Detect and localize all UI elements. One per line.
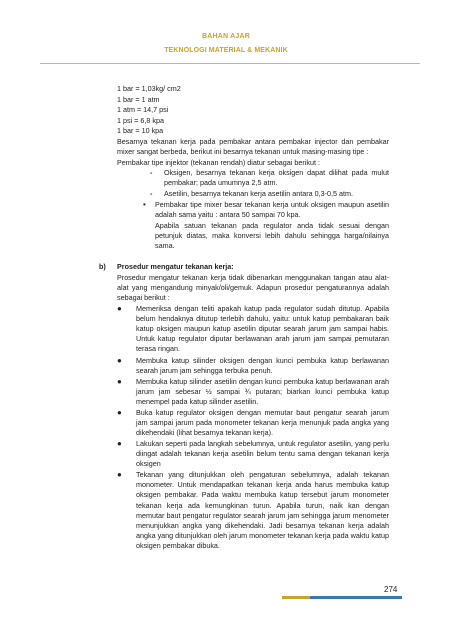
- procedure-step: Membuka katup silinder oksigen dengan kunci pembuka katup berlawanan searah jarum jam sehingga terbuka penuh.: [136, 355, 389, 375]
- intro-paragraph: Besarnya tekanan kerja pada pembakar antara pembakar injector dan pembakar mixer sangat berbeda, berikut ini besarnya tekanan untuk masing-masing tipe :: [117, 136, 389, 156]
- dash-bullet: -: [150, 189, 153, 198]
- footer-bar-gold: [282, 596, 310, 599]
- section-b-title: Prosedur mengatur tekanan kerja:: [117, 262, 234, 271]
- conversion-line: 1 bar = 10 kpa: [117, 126, 164, 135]
- footer-bar: [282, 596, 402, 599]
- mixer-item: Pembakar tipe mixer besar tekanan kerja untuk oksigen maupun asetilin adalah sama yaitu : antara 50 sampai 70 kpa.: [155, 199, 389, 219]
- bullet-icon: ●: [117, 470, 122, 479]
- section-b-intro: Prosedur mengatur tekanan kerja tidak dibenarkan menggunakan tangan atau alat-alat yang mengandung minyak/oli/gemuk. Adapun prosedur pengaturannya adalah sebagai berikut :: [117, 272, 389, 302]
- header-title: BAHAN AJAR: [201, 33, 251, 40]
- injector-item-asetilin: Asetilin, besarnya tekanan kerja asetilin antara 0,3-0,5 atm.: [164, 189, 353, 198]
- injector-heading: Pembakar tipe injektor (tekanan rendah) diatur sebagai berikut :: [117, 157, 320, 167]
- bullet-icon: ●: [117, 439, 122, 448]
- procedure-step: Tekanan yang ditunjukkan oleh pengaturan sebelumnya, adalah tekanan monometer. Untuk mendapatkan tekanan kerja anda harus membuka katup oksigen pembakar. Pada waktu membuka katup tersebut jarum monometer tekanan kerja ada kemungkinan turun. Apabila turun, naik kan dengan memutar baut pengatur regulator searah jarum jam sehingga jarum menometer menunjukkan angka yang dikehendaki. Jadi besarnya tekanan kerja adalah angka yang ditunjukkan oleh jarum monometer tekanan kerja pada waktu katup oksigen pembakar dibuka.: [136, 470, 389, 551]
- mixer-note: Apabila satuan tekanan pada regulator anda tidak sesuai dengan petunjuk diatas, maka konversi lebih dahulu sehingga harga/nilainya sama.: [155, 220, 389, 250]
- procedure-step: Memeriksa dengan teliti apakah katup pada regulator sudah ditutup. Apabila belum hendaknya ditutup terlebih dahulu, yaitu: untuk katup pembakaran baik katup oksigen maupun katup asetilin diputar searah jarum jam sampai habis. Untuk katup regulator diputar berlawanan arah jarum jam sampai pemutaran terasa ringan.: [136, 303, 389, 354]
- section-b-label: b): [99, 262, 106, 271]
- header-rule: [40, 63, 420, 64]
- page-header: [0, 33, 452, 54]
- bullet-icon: ●: [117, 408, 122, 417]
- footer-bar-blue: [310, 596, 402, 599]
- conversion-line: 1 atm = 14,7 psi: [117, 105, 169, 114]
- bullet-icon: ●: [117, 377, 122, 386]
- header-subtitle: TEKNOLOGI MATERIAL & MEKANIK: [164, 47, 288, 54]
- conversion-line: 1 bar = 1 atm: [117, 94, 160, 104]
- procedure-step: Membuka katup silinder asetilin dengan kunci pembuka katup berlawanan arah jarum jam sebesar ½ sampai ¾ putaran; biarkan kunci pembuka katup menempel pada katup silinder asetilin.: [136, 377, 389, 407]
- conversion-line: 1 psi = 6,8 kpa: [117, 115, 164, 125]
- bullet-icon: •: [143, 199, 146, 209]
- injector-item-oksigen: Oksigen, besarnya tekanan kerja oksigen dapat dilihat pada mulut pembakar; pada umumnya 2,5 atm.: [164, 168, 389, 188]
- page-number: 274: [384, 585, 398, 594]
- dash-bullet: -: [150, 168, 153, 177]
- procedure-step: Buka katup regulator oksigen dengan memutar baut pengatur searah jarum jam sampai jarum pada monometer tekanan kerja menunjuk pada angka yang dikehendaki (lihat besarnya tekanan kerja).: [136, 408, 389, 438]
- bullet-icon: ●: [117, 303, 122, 313]
- conversion-line: 1 bar = 1,03kg/ cm2: [117, 84, 181, 93]
- bullet-icon: ●: [117, 355, 122, 365]
- procedure-step: Lakukan seperti pada langkah sebelumnya, untuk regulator asetilin, yang perlu diingat adalah tekanan kerja asetilin belum tentu sama dengan tekanan kerja oksigen: [136, 439, 389, 469]
